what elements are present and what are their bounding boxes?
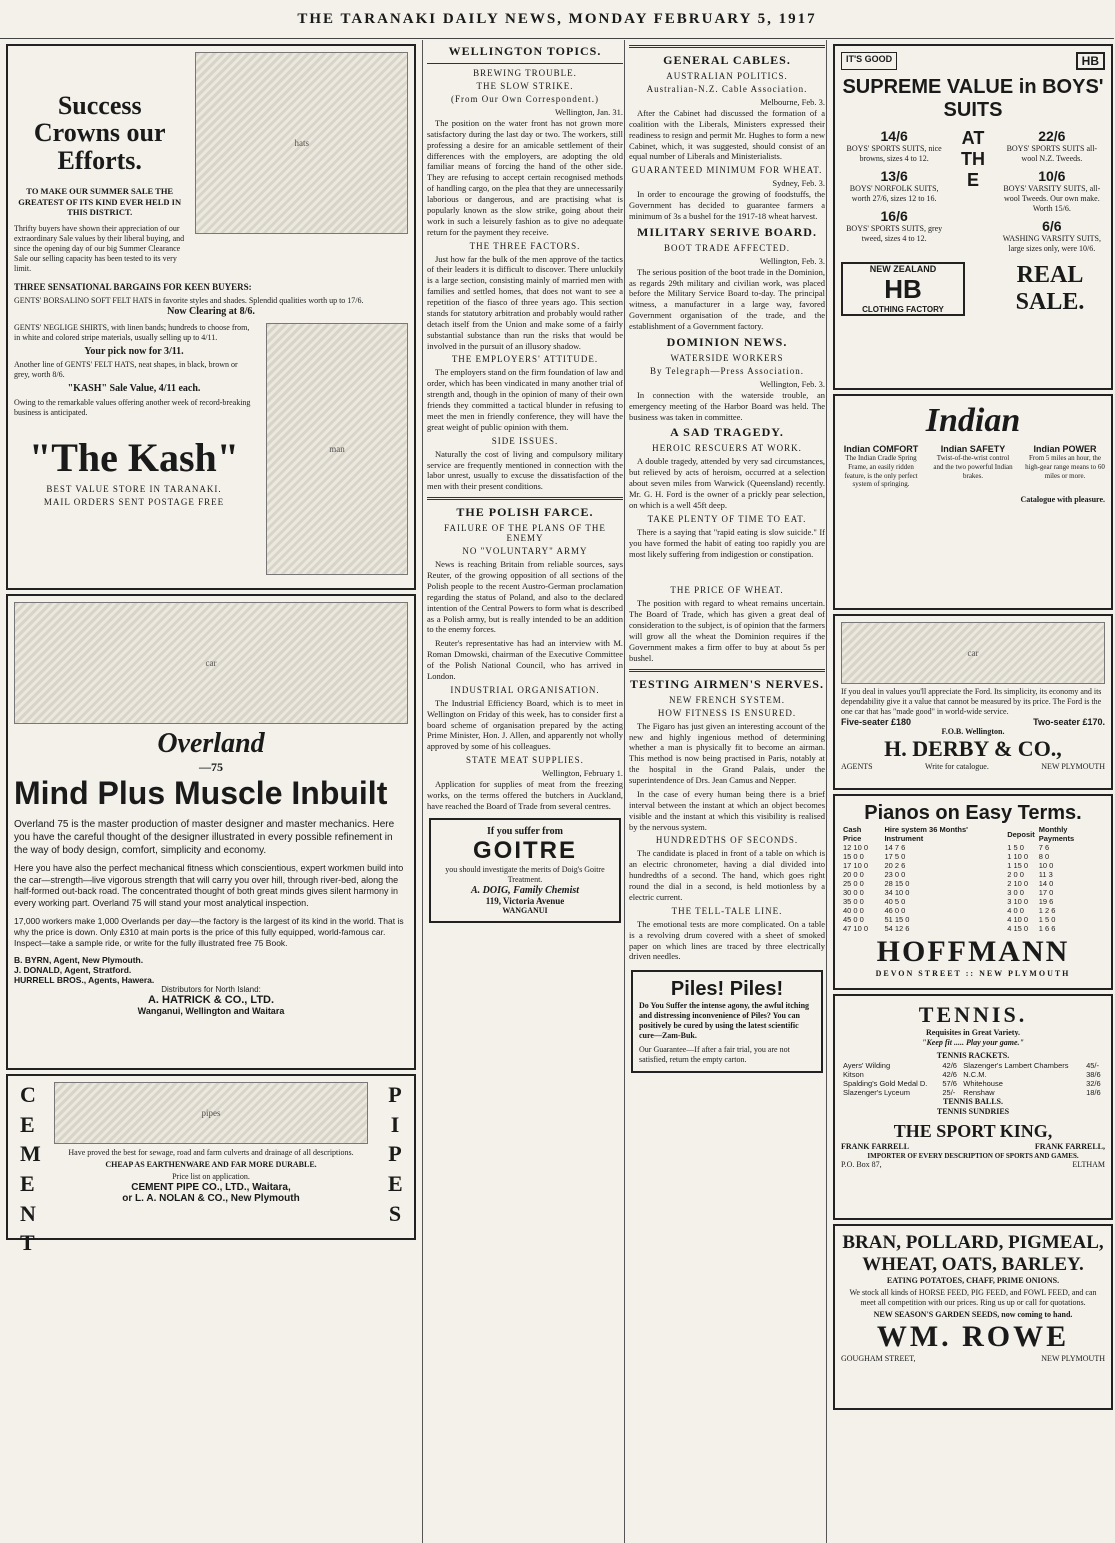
fitness-sub: HOW FITNESS IS ENSURED. xyxy=(657,707,797,718)
sportking-box: P.O. Box 87, xyxy=(841,1160,882,1169)
racket-cell: 32/6 xyxy=(1086,1079,1101,1088)
sad-tragedy-heading: A SAD TRAGEDY. xyxy=(670,425,784,440)
aus-politics-sub: AUSTRALIAN POLITICS. xyxy=(666,71,788,81)
suit-desc-3: BOYS' SPORTS SUITS, grey tweed, sizes 4 to 12. xyxy=(846,224,943,243)
overland-logo: Overland xyxy=(157,728,265,759)
indian-power-text: From 5 miles an hour, the high-gear range means to 60 miles or more. xyxy=(1025,454,1105,480)
cement-agent: or L. A. NOLAN & CO., New Plymouth xyxy=(122,1193,300,1204)
rowe-ad xyxy=(833,1224,1113,1410)
rowe-line2: WHEAT, OATS, BARLEY. xyxy=(862,1254,1084,1275)
heroic-sub: HEROIC RESCUERS AT WORK. xyxy=(652,443,802,454)
general-cables-heading: GENERAL CABLES. xyxy=(663,53,791,67)
pianos-row xyxy=(841,924,1105,933)
hb-ad xyxy=(833,44,1113,390)
pianos-cell: 30 0 0 xyxy=(843,888,864,897)
pianos-row xyxy=(841,915,1105,924)
cement-vertical xyxy=(14,1080,40,1258)
sportking-importer: IMPORTER OF EVERY DESCRIPTION OF SPORTS AND GAMES. xyxy=(867,1152,1079,1160)
racket-cell: 25/- xyxy=(942,1088,956,1097)
byline: (From Our Own Correspondent.) xyxy=(451,94,599,104)
racket-cell: 18/6 xyxy=(1086,1088,1101,1097)
sportking-left: FRANK FARRELL xyxy=(841,1142,910,1151)
military-board-heading: MILITARY SERIVE BOARD. xyxy=(637,224,817,239)
article-para: In connection with the waterside trouble, an emergency meeting of the Harbor Board was held. The business was taken in committee. xyxy=(629,389,825,422)
ford-dealer: H. DERBY & CO., xyxy=(884,736,1062,761)
indian-power: Indian POWER xyxy=(1033,444,1097,454)
pianos-ad xyxy=(833,794,1113,990)
pianos-col-hire: Hire system 36 Months' Instrument xyxy=(884,825,968,843)
pianos-cell: 23 0 0 xyxy=(884,870,906,879)
overland-distrib: A. HATRICK & CO., LTD. xyxy=(147,993,275,1006)
ford-fob: F.O.B. Wellington. xyxy=(941,727,1005,736)
overland-ad xyxy=(6,594,416,1070)
dateline-2: Wellington, February 1. xyxy=(542,768,623,779)
racket-cell: N.C.M. xyxy=(963,1070,987,1079)
cable-date-1: Melbourne, Feb. 3. xyxy=(760,97,825,107)
goitre-ad xyxy=(429,818,621,923)
racket-row xyxy=(841,1070,1105,1079)
pianos-col-deposit: Deposit xyxy=(1007,829,1035,839)
suit-desc-1: BOYS' SPORTS SUITS, nice browns, sizes 4 to 12. xyxy=(846,144,942,163)
pianos-cell: 2 0 0 xyxy=(1007,870,1024,879)
pianos-row xyxy=(841,861,1105,870)
wheat-min-sub: GUARANTEED MINIMUM FOR WHEAT. xyxy=(631,165,823,176)
article-para: The position with regard to wheat remains uncertain. The Board of Trade, which has given a great deal of consideration to the subject, is of opinion that the farmers will grow all the wheat the Dominion requires if the Government makes a firm offer to buy at about 5s per bushel. xyxy=(629,598,825,663)
overland-p2: Here you have also the perfect mechanical fitness which conscientious, expert workmen build into the car—strength—live vigorous strength that will carry you over hill, through river-bed, along the half-formed out-back road. The concentrated thought of both great minds gives silent harmony in every working part. Overland 75 will stand your most analytical inspection. xyxy=(14,863,404,909)
employers-sub: THE EMPLOYERS' ATTITUDE. xyxy=(451,354,599,365)
hundredths-sub: HUNDREDTHS OF SECONDS. xyxy=(655,835,799,846)
pianos-cell: 14 0 xyxy=(1038,879,1054,888)
suit-price-3: 16/6 xyxy=(880,208,908,224)
suit-price-4: 22/6 xyxy=(1038,128,1066,144)
kash-headline: Success Crowns our Efforts. xyxy=(33,91,166,175)
press-assoc: By Telegraph—Press Association. xyxy=(650,365,804,376)
pianos-cell: 17 0 xyxy=(1038,888,1054,897)
pianos-cell: 4 10 0 xyxy=(1007,915,1029,924)
pianos-cell: 1 5 0 xyxy=(1038,915,1056,924)
hb-tag: IT'S GOOD xyxy=(841,52,897,70)
kash-shirts: GENTS' NEGLIGE SHIRTS, with linen bands; hundreds to choose from, in white and colored stripe materials, usually selling up to 4/11. xyxy=(14,322,250,342)
indian-safety-text: Twist-of-the-wrist control and the two powerful Indian brakes. xyxy=(933,454,1013,480)
wheat-sub: THE PRICE OF WHEAT. xyxy=(670,585,784,596)
tennis-headline: TENNIS. xyxy=(918,1002,1028,1027)
pianos-row xyxy=(841,843,1105,852)
indian-ad xyxy=(833,394,1113,610)
pianos-cell: 17 10 0 xyxy=(843,861,869,870)
eat-sub: TAKE PLENTY OF TIME TO EAT. xyxy=(647,513,807,524)
cable-date-4: Wellington, Feb. 3. xyxy=(759,378,825,389)
pianos-row xyxy=(841,897,1105,906)
suit-desc-4: BOYS' SPORTS SUITS all-wool N.Z. Tweeds. xyxy=(1006,144,1098,163)
article-para: Application for supplies of meat from the freezing works, on the terms offered the butchers in Auckland, have reached the Board of Trade from several centres. xyxy=(427,779,623,811)
ford-two-seater: Two-seater £170. xyxy=(1033,717,1105,727)
pianos-cell: 28 15 0 xyxy=(884,879,910,888)
pianos-headline: Pianos on Easy Terms. xyxy=(864,802,1082,824)
indian-safety: Indian SAFETY xyxy=(940,444,1006,454)
rowe-town: NEW PLYMOUTH xyxy=(1041,1354,1105,1363)
indian-comfort-text: The Indian Cradle Spring Frame, an easily ridden feature, is the only perfect system of springing. xyxy=(844,454,918,489)
cement-desc: Have proved the best for sewage, road and farm culverts and drainage of all descriptions. xyxy=(68,1148,354,1157)
pianos-cell: 19 6 xyxy=(1038,897,1054,906)
pianos-address: DEVON STREET :: NEW PLYMOUTH xyxy=(875,969,1071,978)
pianos-cell: 4 0 0 xyxy=(1007,906,1024,915)
kash-tag1: BEST VALUE STORE IN TARANAKI. xyxy=(46,483,222,494)
racket-cell: Kitson xyxy=(843,1070,864,1079)
racket-cell: 42/6 xyxy=(942,1061,957,1070)
suit-desc-5: BOYS' VARSITY SUITS, all-wool Tweeds. Our own make. Worth 15/6. xyxy=(1003,184,1101,213)
pianos-cell: 20 0 0 xyxy=(843,870,864,879)
pianos-cell: 20 2 6 xyxy=(884,861,906,870)
ford-five-seater: Five-seater £180 xyxy=(841,717,912,727)
rowe-line1: BRAN, POLLARD, PIGMEAL, xyxy=(842,1232,1104,1253)
column-4 xyxy=(826,40,1115,1543)
man-illustration: man xyxy=(266,323,408,575)
cement-cheap: CHEAP AS EARTHENWARE AND FAR MORE DURABLE. xyxy=(105,1160,317,1169)
racket-row xyxy=(841,1079,1105,1088)
hats-illustration: hats xyxy=(195,52,408,234)
pianos-cell: 1 6 6 xyxy=(1038,924,1056,933)
pianos-cell: 10 0 xyxy=(1038,861,1054,870)
pianos-cell: 54 12 6 xyxy=(884,924,910,933)
article-para: Reuter's representative has had an interview with M. Roman Dmowski, chairman of the Executive Committee of the Polish National Council, who has arrived in London. xyxy=(427,638,623,681)
pianos-cell: 8 0 xyxy=(1038,852,1050,861)
general-cables-section xyxy=(629,45,825,559)
piles-title: Piles! Piles! xyxy=(670,978,784,1001)
column-3 xyxy=(624,40,825,1543)
factory-brand: HB xyxy=(884,274,922,304)
pianos-cell: 35 0 0 xyxy=(843,897,864,906)
pianos-cell: 45 0 0 xyxy=(843,915,864,924)
tennis-ad xyxy=(833,994,1113,1220)
pianos-cell: 1 5 0 xyxy=(1007,843,1024,852)
industrial-sub: INDUSTRIAL ORGANISATION. xyxy=(450,684,600,695)
pianos-cell: 34 10 0 xyxy=(884,888,910,897)
article-para: In order to encourage the growing of foodstuffs, the Government has decided to guarantee farmers a minimum of 3s a bushel for the 1917-18 wheat harvest. xyxy=(629,189,825,221)
rowe-street: GOUGHAM STREET, xyxy=(841,1354,916,1363)
cement-price: Price list on application. xyxy=(172,1172,250,1181)
pianos-col-cash: Cash Price xyxy=(843,825,862,843)
rowe-line3: EATING POTATOES, CHAFF, PRIME ONIONS. xyxy=(886,1276,1060,1285)
article-para: The position on the water front has not grown more satisfactory during the last day or two. The workers, still professing a desire for an amicable settlement of their differences with the employers, are adopting the old familiar means of forcing the hand of the other side. They are refusing to accept certain recognised methods of handling cargo, on the plea that they are unnecessarily laborious or dangerous, and are practising what is popularly known as the slow strike, going about their work in such a leisurely fashion as to give no adequate return for the payment they receive. xyxy=(427,117,623,237)
pianos-firm: HOFFMANN xyxy=(876,935,1070,968)
factory-line-2: CLOTHING FACTORY xyxy=(862,305,944,314)
masthead: THE TARANAKI DAILY NEWS, MONDAY FEBRUARY 5, 1917 xyxy=(0,0,1114,39)
voluntary-sub: NO "VOLUNTARY" ARMY xyxy=(462,546,588,557)
rowe-line4: We stock all kinds of HORSE FEED, PIG FEED, and FOWL FEED, and can meet all competition with our prices. Ring us up or call for quotations. xyxy=(849,1288,1097,1307)
state-meat-sub: STATE MEAT SUPPLIES. xyxy=(466,755,584,766)
cement-left-word: CEMENT xyxy=(20,1082,41,1256)
column-2 xyxy=(422,40,623,1543)
kash-shirts-price: Your pick now for 3/11. xyxy=(84,345,184,357)
kash-felt: Another line of GENTS' FELT HATS, neat shapes, in black, brown or grey, worth 8/6. xyxy=(14,359,238,379)
article-para: The Industrial Efficiency Board, which is to meet in Wellington on Friday of this week, has to consider first a board scheme of organisation prepared by the acting Prime Minister, Hon. J. Allen, and apparently not wholly approved by some of his colleagues. xyxy=(427,697,623,752)
racket-cell: 38/6 xyxy=(1086,1070,1101,1079)
cement-ad xyxy=(6,1074,416,1256)
pianos-cell: 14 7 6 xyxy=(884,843,906,852)
hb-headline: SUPREME VALUE in BOYS' SUITS xyxy=(842,76,1104,121)
suit-price-6: 6/6 xyxy=(1042,218,1062,234)
racket-cell: 45/- xyxy=(1086,1061,1099,1070)
racket-cell: Renshaw xyxy=(963,1088,995,1097)
kash-ad xyxy=(6,44,416,590)
article-para: The serious position of the boot trade in the Dominion, as regards 29th military and civilian work, was placed before the Military Service Board to-day. The principal witness, a manufacturer in a large way, favored Government organisation of the trade, and the establishment of a Government factory. xyxy=(629,266,825,331)
pianos-cell: 4 15 0 xyxy=(1007,924,1029,933)
article-para: There is a saying that "rapid eating is slow suicide." If you have formed the habit of eating too rapidly you are most likely suffering from indigestion or constipation. xyxy=(629,526,825,559)
tennis-rackets-title: TENNIS RACKETS. xyxy=(936,1051,1010,1060)
waterside-sub: WATERSIDE WORKERS xyxy=(670,352,784,363)
tennis-balls: TENNIS BALLS. xyxy=(942,1097,1004,1106)
pianos-row xyxy=(841,852,1105,861)
goitre-title: If you suffer from xyxy=(486,825,563,837)
pipes-vertical xyxy=(382,1080,408,1228)
article-para: The emotional tests are more complicated. On a table is a revolving drum covered with a sheet of smoked paper on which lines are traced by three electrically driven needles. xyxy=(629,918,825,962)
goitre-addr: 119, Victoria Avenue xyxy=(485,895,565,906)
boot-trade-sub: BOOT TRADE AFFECTED. xyxy=(664,242,790,253)
side-issues-sub: SIDE ISSUES. xyxy=(491,435,559,446)
kash-note: Owing to the remarkable values offering another week of record-breaking business is anticipated. xyxy=(14,397,251,417)
goitre-word: GOITRE xyxy=(472,836,577,864)
pianos-cell: 15 0 0 xyxy=(843,852,864,861)
kash-name: "The Kash" xyxy=(28,434,240,480)
racket-row xyxy=(841,1088,1105,1097)
racket-cell: 57/6 xyxy=(942,1079,957,1088)
overland-distrib-loc: Wanganui, Wellington and Waitara xyxy=(137,1005,285,1016)
overland-p3: 17,000 workers make 1,000 Overlands per day—the factory is the largest of its kind in the world. That is why the price is down. Only £310 at main ports is the price of this fully equipped, world-famous car. Inspect—take a sample ride, or write for the fully illustrated free 75 Book. xyxy=(14,915,404,948)
slow-strike-sub: THE SLOW STRIKE. xyxy=(476,81,574,91)
pianos-table xyxy=(841,825,1105,933)
pianos-row xyxy=(841,888,1105,897)
kash-hats: GENTS' BORSALINO SOFT FELT HATS in favorite styles and shades. Splendid qualities worth up to 17/6. xyxy=(14,295,364,305)
dateline: Wellington, Jan. 31. xyxy=(554,107,623,117)
pianos-row xyxy=(841,870,1105,879)
pipes-illustration: pipes xyxy=(54,1082,368,1144)
racket-cell: Slazenger's Lambert Chambers xyxy=(963,1061,1069,1070)
racket-row xyxy=(841,1061,1105,1070)
article-para: In the case of every human being there is a brief interval between the instant at which an object becomes visible and the instant at which this visibility is realised by the nervous system. xyxy=(629,788,825,832)
article-para: After the Cabinet had discussed the formation of a coalition with the Liberals, Ministers expressed their readiness to resign and permit Mr. Hughes to form a new Cabinet, which, it was suggested, should consist of an equal number of Liberals and Ministerialists. xyxy=(629,107,825,162)
article-para: A double tragedy, attended by very sad circumstances, but relieved by acts of heroism, occurred at a selection about seven miles from Warwick (Queensland) recently. Mr. G. H. Ford is the owner of a prickly pear selection, on which is a well 45ft deep. xyxy=(629,456,825,510)
factory-line-1: NEW ZEALAND xyxy=(869,264,937,274)
kash-bargains-title: THREE SENSATIONAL BARGAINS FOR KEEN BUYERS: xyxy=(14,281,252,292)
column-1 xyxy=(4,40,418,1543)
pianos-cell: 12 10 0 xyxy=(843,843,869,852)
kash-felt-price: "KASH" Sale Value, 4/11 each. xyxy=(67,382,201,394)
cable-date-3: Wellington, Feb. 3. xyxy=(759,255,825,266)
ford-town: NEW PLYMOUTH xyxy=(1041,762,1105,771)
racket-cell: Ayers' Wilding xyxy=(843,1061,891,1070)
three-factors-sub: THE THREE FACTORS. xyxy=(469,240,581,251)
hb-brand: HB xyxy=(1076,52,1105,70)
tennis-sub: Requisites in Great Variety. xyxy=(925,1028,1021,1037)
overland-agent-2: J. DONALD, Agent, Stratford. xyxy=(14,964,132,975)
polish-sub: FAILURE OF THE PLANS OF THE ENEMY xyxy=(444,523,606,544)
racket-cell: 42/6 xyxy=(942,1070,957,1079)
pianos-cell: 17 5 0 xyxy=(884,852,906,861)
indian-logo: Indian xyxy=(925,402,1021,439)
pianos-cell: 2 10 0 xyxy=(1007,879,1029,888)
rowe-name: WM. ROWE xyxy=(876,1320,1070,1353)
pianos-col-monthly: Monthly Payments xyxy=(1038,825,1075,843)
overland-distrib-label: Distributors for North Island: xyxy=(161,984,261,994)
sportking-right: FRANK FARRELL, xyxy=(1034,1142,1105,1151)
hb-factory-logo xyxy=(841,262,965,316)
cable-assoc: Australian-N.Z. Cable Association. xyxy=(646,84,808,94)
pianos-cell: 25 0 0 xyxy=(843,879,864,888)
cement-right-word: PIPES xyxy=(388,1082,403,1226)
cable-date-2: Sydney, Feb. 3. xyxy=(772,178,825,189)
brewing-trouble-sub: BREWING TROUBLE. xyxy=(473,68,577,78)
rowe-seeds: NEW SEASON'S GARDEN SEEDS, now coming to hand. xyxy=(873,1310,1073,1319)
wellington-topics-heading: WELLINGTON TOPICS. xyxy=(448,44,602,58)
suit-desc-2: BOYS' NORFOLK SUITS, worth 27/6, sizes 12 to 16. xyxy=(849,184,939,203)
tennis-rackets-table xyxy=(841,1061,1105,1097)
suit-price-1: 14/6 xyxy=(880,128,908,144)
racket-cell: Slazenger's Lyceum xyxy=(843,1088,911,1097)
pianos-cell: 11 3 xyxy=(1038,870,1053,879)
hb-at: AT THE xyxy=(960,128,985,190)
goitre-text: you should investigate the merits of Doig's Goitre Treatment. xyxy=(445,864,605,884)
ford-ad xyxy=(833,614,1113,790)
kash-intro: Thrifty buyers have shown their appreciation of our extraordinary Sale values by their liberal buying, and since the opening day of our big Summer Clearance Sale our selling capacity has been tested to its very limit. xyxy=(14,223,185,273)
pianos-cell: 1 15 0 xyxy=(1007,861,1029,870)
kash-tag2: MAIL ORDERS SENT POSTAGE FREE xyxy=(43,496,225,507)
pianos-cell: 40 0 0 xyxy=(843,906,864,915)
kash-hats-price: Now Clearing at 8/6. xyxy=(167,305,255,317)
indian-catalogue: Catalogue with pleasure. xyxy=(1020,495,1105,504)
pianos-cell: 7 6 xyxy=(1038,843,1050,852)
pianos-cell: 1 2 6 xyxy=(1038,906,1056,915)
suit-desc-6: WASHING VARSITY SUITS, large sizes only, were 10/6. xyxy=(1002,234,1101,253)
pianos-row xyxy=(841,879,1105,888)
overland-p1: Overland 75 is the master production of master designer and master mechanics. Here you have the careful thought of the designer illustrated in every possible refinement in the way of body design, comfort, simplicity and economy. xyxy=(14,819,395,856)
tennis-sundries: TENNIS SUNDRIES xyxy=(936,1107,1010,1116)
article-para: The candidate is placed in front of a table on which is an electric chronometer, having a dial divided into hundredths of a second. The hand, which goes right round the dial in a second, is held motionless by a electric current. xyxy=(629,848,825,902)
goitre-chemist: A. DOIG, Family Chemist xyxy=(470,884,580,896)
french-system-sub: NEW FRENCH SYSTEM. xyxy=(668,694,786,705)
ford-text: If you deal in values you'll appreciate the Ford. Its simplicity, its economy and its dependability give it a value that cannot be measured by its price. The Ford is the one car that has "made good" in world-wide service. xyxy=(841,687,1102,716)
pianos-cell: 3 10 0 xyxy=(1007,897,1029,906)
piles-guarantee: Our Guarantee—If after a fair trial, you are not satisfied, return the empty carton. xyxy=(639,1045,790,1065)
polish-farce-heading: THE POLISH FARCE. xyxy=(456,505,594,520)
indian-comfort: Indian COMFORT xyxy=(843,444,919,454)
article-para: Just how far the bulk of the men approve of the tactics of their leaders it is difficult to discover. There unluckily is a large section, consisting mainly of married men with families and settled homes, that does not want to see a repetition of the fiasco of three years ago. This section stands for statutory arbitration and probably would rather detach itself from the Union and make some of a fairly substantial substance than run the risks that would be involved in the pursuit of an illusory shadow. xyxy=(427,253,623,351)
ford-write: Write for catalogue. xyxy=(924,762,989,771)
sportking-name: THE SPORT KING, xyxy=(893,1121,1053,1141)
cement-co: CEMENT PIPE CO., LTD., Waitara, xyxy=(131,1182,291,1193)
article-para: The Figaro has just given an interesting account of the new and highly ingenious method of determining whether a man is physically fit to become an airman. This method is now being practised in Paris, notably at the hospital in the Grand Palais, under the superintendence of Drs. Jean Camus and Nepper. xyxy=(629,720,825,785)
pianos-cell: 40 5 0 xyxy=(884,897,906,906)
hb-real-sale: REAL SALE. xyxy=(1015,262,1085,315)
article-para: The employers stand on the firm foundation of law and order, which has been vindicated in many another trial of strength and, though in the opinion of many of their own friends they committed a tactical blunder in refusing to meet the men in friendly conference, they will have the great weight of public opinion with them. xyxy=(427,367,623,432)
pianos-cell: 47 10 0 xyxy=(843,924,869,933)
racket-cell: Spalding's Gold Medal D. xyxy=(843,1079,928,1088)
article-para: Naturally the cost of living and compulsory military service are frequently mentioned in connection with the labor unrest, usually to excuse the dissatisfaction of the men with their present conditions. xyxy=(427,448,623,492)
pianos-cell: 51 15 0 xyxy=(884,915,910,924)
overland-model: —75 xyxy=(199,760,223,774)
goitre-town: WANGANUI xyxy=(502,905,548,915)
overland-agent-1: B. BYRN, Agent, New Plymouth. xyxy=(14,954,144,965)
piles-ad xyxy=(631,970,823,1073)
sportking-town: ELTHAM xyxy=(1072,1160,1105,1169)
car-illustration: car xyxy=(14,602,408,724)
pianos-cell: 1 10 0 xyxy=(1007,852,1029,861)
racket-cell: Whitehouse xyxy=(963,1079,1003,1088)
ford-agents: AGENTS xyxy=(841,762,873,771)
pianos-cell: 46 0 0 xyxy=(884,906,906,915)
dominion-news-heading: DOMINION NEWS. xyxy=(666,334,788,349)
kash-lead: TO MAKE OUR SUMMER SALE THE GREATEST OF ITS KIND EVER HELD IN THIS DISTRICT. xyxy=(18,185,182,218)
tennis-keep: "Keep fit ..... Play your game." xyxy=(922,1038,1024,1047)
overland-agent-3: HURRELL BROS., Agents, Hawera. xyxy=(14,974,155,985)
piles-text: Do You Suffer the intense agony, the awful itching and distressing inconvenience of Piles? You can positively be cured by using the latest scientific cure—Zam-Buk. xyxy=(639,1001,810,1041)
overland-headline: Mind Plus Muscle Inbuilt xyxy=(14,775,388,811)
ford-car-illustration: car xyxy=(841,622,1105,684)
article-para: News is reaching Britain from reliable sources, says Reuter, of the growing opposition of all sections of the Polish people to the recent Austro-German proclamation regarding the status of Poland, and also to the declared intention of the Central Powers to form what is described as a Polish army, but is really intended to be an addition to the enemy forces. xyxy=(427,559,623,635)
suit-price-2: 13/6 xyxy=(880,168,908,184)
suit-price-5: 10/6 xyxy=(1038,168,1066,184)
airmen-heading: TESTING AIRMEN'S NERVES. xyxy=(630,676,824,691)
pianos-row xyxy=(841,906,1105,915)
tell-tale-sub: THE TELL-TALE LINE. xyxy=(671,905,783,916)
pianos-cell: 3 0 0 xyxy=(1007,888,1024,897)
